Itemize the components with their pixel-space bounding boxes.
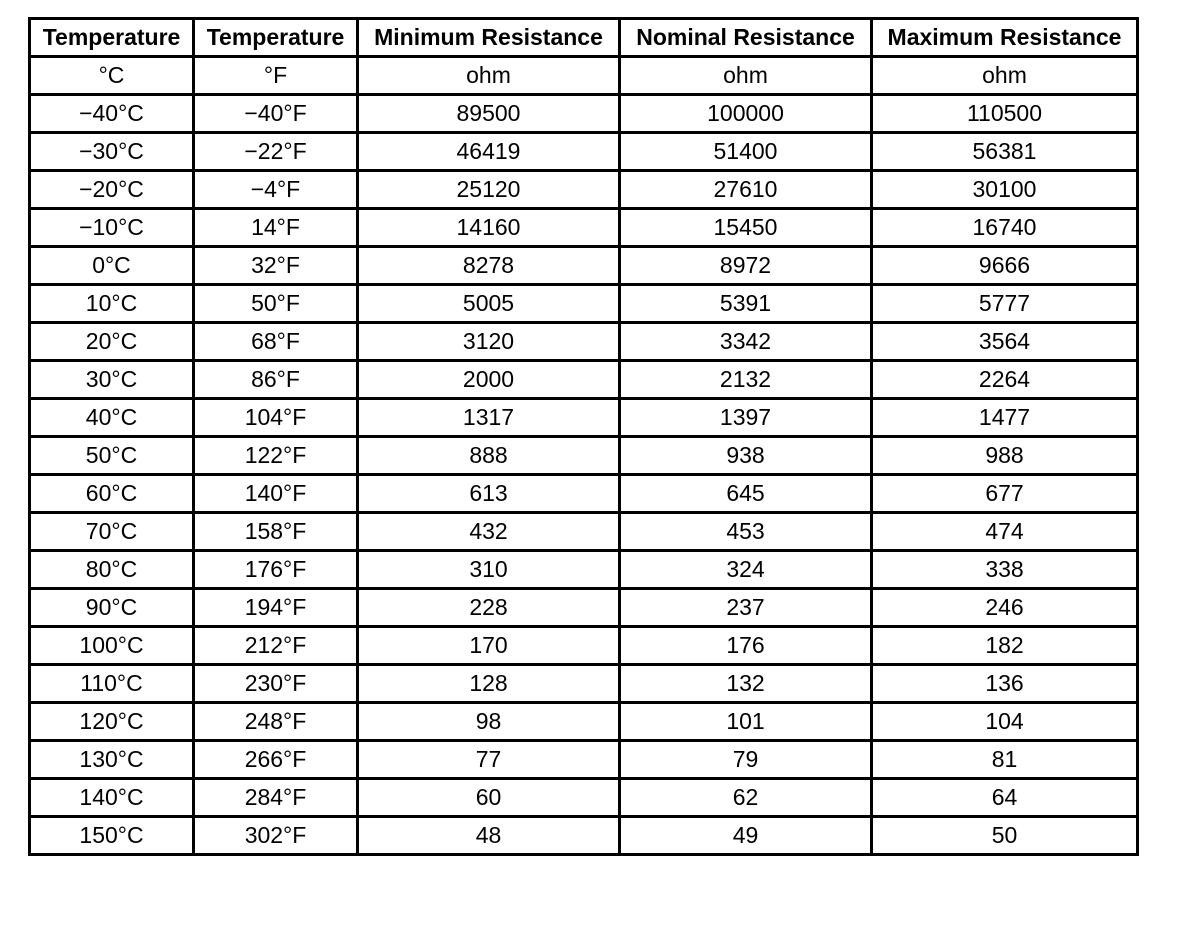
cell-temperature-celsius: 130°C (30, 741, 194, 779)
cell-nominal-resistance: 237 (620, 589, 872, 627)
cell-minimum-resistance: 432 (358, 513, 620, 551)
cell-maximum-resistance: 30100 (872, 171, 1138, 209)
cell-temperature-fahrenheit: 302°F (194, 817, 358, 855)
cell-nominal-resistance: 79 (620, 741, 872, 779)
cell-temperature-fahrenheit: 176°F (194, 551, 358, 589)
cell-temperature-fahrenheit: 50°F (194, 285, 358, 323)
cell-temperature-celsius: 20°C (30, 323, 194, 361)
cell-minimum-resistance: 5005 (358, 285, 620, 323)
cell-nominal-resistance: 5391 (620, 285, 872, 323)
cell-temperature-celsius: 30°C (30, 361, 194, 399)
cell-temperature-celsius: 0°C (30, 247, 194, 285)
cell-temperature-fahrenheit: 266°F (194, 741, 358, 779)
cell-minimum-resistance: 310 (358, 551, 620, 589)
table-row (30, 323, 1138, 361)
cell-minimum-resistance: 77 (358, 741, 620, 779)
cell-minimum-resistance: 228 (358, 589, 620, 627)
table-row (30, 513, 1138, 551)
cell-nominal-resistance: 15450 (620, 209, 872, 247)
cell-nominal-resistance: 49 (620, 817, 872, 855)
cell-maximum-resistance: 81 (872, 741, 1138, 779)
cell-temperature-celsius: −40°C (30, 95, 194, 133)
table-row (30, 247, 1138, 285)
cell-nominal-resistance: 645 (620, 475, 872, 513)
cell-maximum-resistance: 1477 (872, 399, 1138, 437)
cell-temperature-fahrenheit: 104°F (194, 399, 358, 437)
cell-nominal-resistance: 51400 (620, 133, 872, 171)
cell-minimum-resistance: 2000 (358, 361, 620, 399)
cell-temperature-fahrenheit: 68°F (194, 323, 358, 361)
cell-temperature-fahrenheit: 194°F (194, 589, 358, 627)
cell-nominal-resistance: 27610 (620, 171, 872, 209)
cell-nominal-resistance: 100000 (620, 95, 872, 133)
cell-maximum-resistance: 338 (872, 551, 1138, 589)
table-row (30, 627, 1138, 665)
table-row (30, 133, 1138, 171)
cell-temperature-fahrenheit: 248°F (194, 703, 358, 741)
cell-maximum-resistance: 64 (872, 779, 1138, 817)
cell-temperature-celsius: 60°C (30, 475, 194, 513)
cell-nominal-resistance: 8972 (620, 247, 872, 285)
cell-temperature-celsius: 90°C (30, 589, 194, 627)
cell-temperature-fahrenheit: 122°F (194, 437, 358, 475)
table-head (30, 19, 1138, 95)
header-minimum-resistance: Minimum Resistance (358, 19, 620, 57)
cell-minimum-resistance: 46419 (358, 133, 620, 171)
cell-temperature-fahrenheit: 158°F (194, 513, 358, 551)
cell-temperature-celsius: 100°C (30, 627, 194, 665)
cell-temperature-fahrenheit: 14°F (194, 209, 358, 247)
header-temperature-celsius: Temperature (30, 19, 194, 57)
cell-temperature-fahrenheit: 32°F (194, 247, 358, 285)
header-nominal-resistance: Nominal Resistance (620, 19, 872, 57)
table-row (30, 779, 1138, 817)
cell-temperature-celsius: 80°C (30, 551, 194, 589)
cell-maximum-resistance: 2264 (872, 361, 1138, 399)
cell-temperature-celsius: 70°C (30, 513, 194, 551)
cell-minimum-resistance: 25120 (358, 171, 620, 209)
cell-maximum-resistance: 50 (872, 817, 1138, 855)
cell-nominal-resistance: 3342 (620, 323, 872, 361)
table-row (30, 703, 1138, 741)
cell-nominal-resistance: 938 (620, 437, 872, 475)
table-row (30, 361, 1138, 399)
cell-maximum-resistance: 474 (872, 513, 1138, 551)
table-row (30, 551, 1138, 589)
cell-minimum-resistance: 60 (358, 779, 620, 817)
cell-maximum-resistance: 677 (872, 475, 1138, 513)
cell-temperature-fahrenheit: 284°F (194, 779, 358, 817)
cell-minimum-resistance: 98 (358, 703, 620, 741)
cell-nominal-resistance: 62 (620, 779, 872, 817)
cell-temperature-celsius: 140°C (30, 779, 194, 817)
cell-temperature-celsius: −20°C (30, 171, 194, 209)
table-row (30, 741, 1138, 779)
cell-maximum-resistance: 5777 (872, 285, 1138, 323)
cell-maximum-resistance: 246 (872, 589, 1138, 627)
cell-nominal-resistance: 132 (620, 665, 872, 703)
unit-maximum-resistance: ohm (872, 57, 1138, 95)
units-row (30, 57, 1138, 95)
cell-nominal-resistance: 1397 (620, 399, 872, 437)
cell-maximum-resistance: 110500 (872, 95, 1138, 133)
unit-nominal-resistance: ohm (620, 57, 872, 95)
table-row (30, 665, 1138, 703)
cell-temperature-celsius: −30°C (30, 133, 194, 171)
table-row (30, 589, 1138, 627)
cell-temperature-fahrenheit: −40°F (194, 95, 358, 133)
cell-nominal-resistance: 2132 (620, 361, 872, 399)
cell-nominal-resistance: 176 (620, 627, 872, 665)
header-row (30, 19, 1138, 57)
cell-maximum-resistance: 56381 (872, 133, 1138, 171)
cell-minimum-resistance: 8278 (358, 247, 620, 285)
cell-minimum-resistance: 48 (358, 817, 620, 855)
cell-minimum-resistance: 3120 (358, 323, 620, 361)
cell-maximum-resistance: 9666 (872, 247, 1138, 285)
table-row (30, 817, 1138, 855)
cell-temperature-fahrenheit: 86°F (194, 361, 358, 399)
table-row (30, 209, 1138, 247)
cell-maximum-resistance: 3564 (872, 323, 1138, 361)
cell-maximum-resistance: 988 (872, 437, 1138, 475)
table-row (30, 285, 1138, 323)
cell-minimum-resistance: 128 (358, 665, 620, 703)
cell-minimum-resistance: 613 (358, 475, 620, 513)
cell-maximum-resistance: 182 (872, 627, 1138, 665)
cell-minimum-resistance: 89500 (358, 95, 620, 133)
cell-nominal-resistance: 101 (620, 703, 872, 741)
cell-nominal-resistance: 453 (620, 513, 872, 551)
table-row (30, 399, 1138, 437)
table-row (30, 437, 1138, 475)
cell-maximum-resistance: 136 (872, 665, 1138, 703)
cell-temperature-celsius: 150°C (30, 817, 194, 855)
table-row (30, 95, 1138, 133)
cell-temperature-celsius: 10°C (30, 285, 194, 323)
unit-fahrenheit: °F (194, 57, 358, 95)
cell-temperature-celsius: 110°C (30, 665, 194, 703)
cell-minimum-resistance: 888 (358, 437, 620, 475)
cell-temperature-fahrenheit: −22°F (194, 133, 358, 171)
cell-temperature-fahrenheit: 230°F (194, 665, 358, 703)
cell-nominal-resistance: 324 (620, 551, 872, 589)
table-body (30, 95, 1138, 855)
cell-minimum-resistance: 170 (358, 627, 620, 665)
resistance-table (28, 17, 1139, 856)
cell-maximum-resistance: 16740 (872, 209, 1138, 247)
table-row (30, 171, 1138, 209)
cell-temperature-celsius: 50°C (30, 437, 194, 475)
header-maximum-resistance: Maximum Resistance (872, 19, 1138, 57)
cell-maximum-resistance: 104 (872, 703, 1138, 741)
cell-temperature-celsius: 40°C (30, 399, 194, 437)
unit-minimum-resistance: ohm (358, 57, 620, 95)
cell-temperature-fahrenheit: 212°F (194, 627, 358, 665)
table-row (30, 475, 1138, 513)
cell-temperature-celsius: 120°C (30, 703, 194, 741)
cell-temperature-celsius: −10°C (30, 209, 194, 247)
cell-temperature-fahrenheit: −4°F (194, 171, 358, 209)
cell-minimum-resistance: 14160 (358, 209, 620, 247)
cell-minimum-resistance: 1317 (358, 399, 620, 437)
header-temperature-fahrenheit: Temperature (194, 19, 358, 57)
cell-temperature-fahrenheit: 140°F (194, 475, 358, 513)
unit-celsius: °C (30, 57, 194, 95)
